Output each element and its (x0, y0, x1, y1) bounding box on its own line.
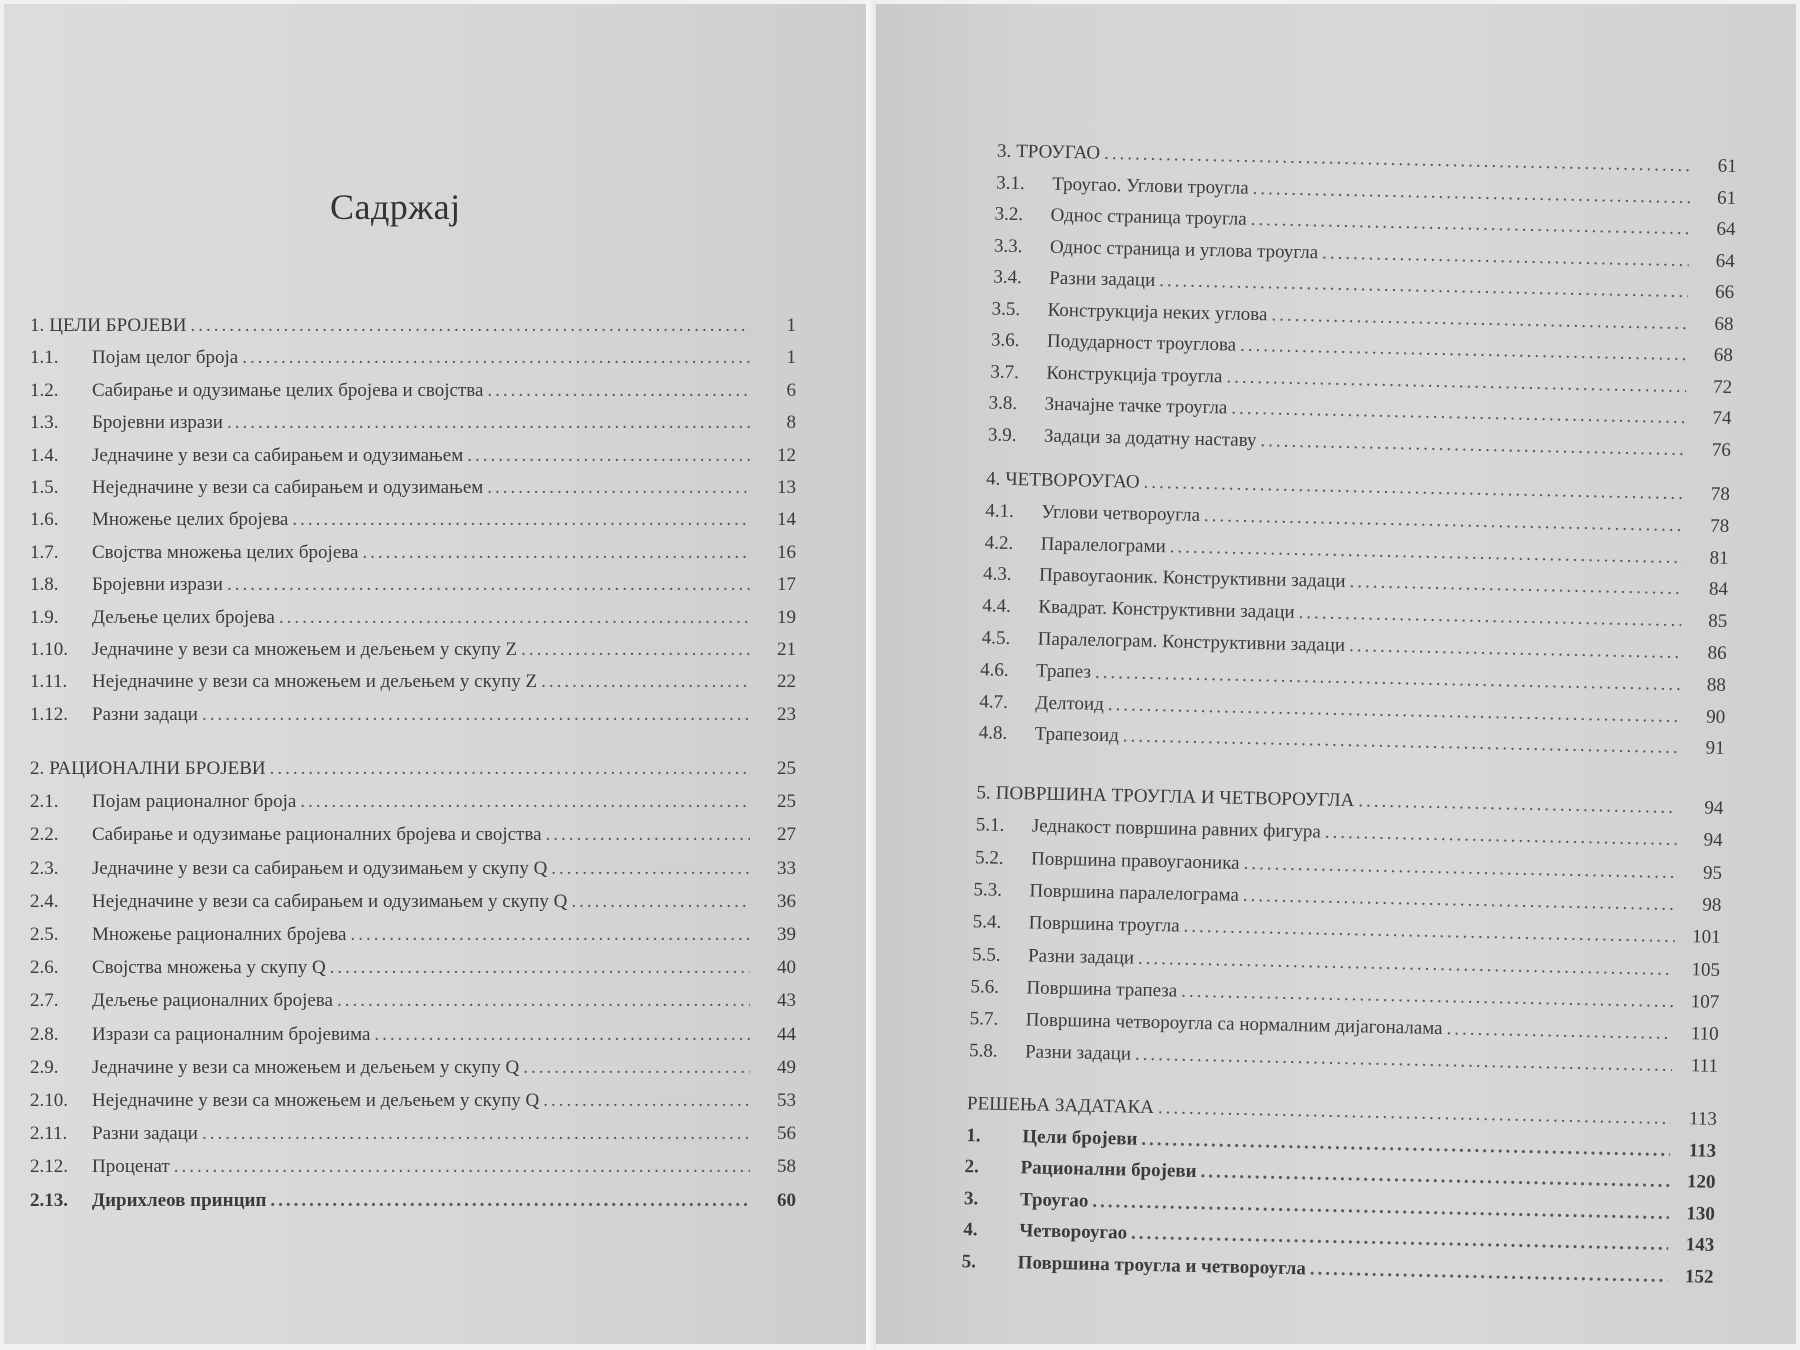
toc-page-number: 43 (777, 990, 796, 1012)
leader-dots (546, 824, 750, 846)
toc-page-number: 53 (777, 1090, 796, 1111)
toc-page-number: 27 (777, 824, 796, 846)
toc-entry-number: 1.1. (30, 347, 59, 369)
toc-entry-title: ПОВРШИНА ТРОУГЛА И ЧЕТВОРОУГЛА (995, 782, 1355, 812)
toc-entry (30, 671, 796, 701)
toc-page-number: 25 (777, 758, 796, 779)
toc-entry-title: Појам рационалног броја (92, 791, 297, 813)
toc-entry-number: 3.8. (988, 392, 1018, 415)
toc-entry-title: Површина четвороугла са нормалним дијагоналама (1025, 1009, 1443, 1040)
toc-entry-title: Једначине у вези са множењем и дељењем у скупу Q (92, 1056, 520, 1078)
toc-entry-title: ЧЕТВОРОУГАО (1005, 468, 1140, 493)
leader-dots (1104, 143, 1691, 177)
toc-entry-number: 1.8. (30, 574, 59, 596)
toc-entry-title: Паралелограми (1040, 533, 1167, 557)
toc-entry-title: Разни задаци (92, 703, 198, 725)
toc-entry-number: 1.9. (30, 606, 59, 628)
toc-page-number: 17 (777, 574, 796, 596)
toc-entry-number: 1.12. (30, 703, 68, 725)
toc-page-number: 39 (777, 924, 796, 945)
toc-entry-number: 4.8. (978, 722, 1008, 745)
toc-page-number: 68 (1713, 344, 1734, 367)
leader-dots (374, 1024, 750, 1046)
toc-page-number: 61 (1717, 155, 1738, 178)
toc-page-number: 105 (1691, 958, 1721, 981)
toc-entry-number: 2.6. (30, 957, 59, 979)
toc-entry-number: 4. (985, 468, 1001, 490)
toc-entry-number: 2.12. (30, 1156, 68, 1178)
toc-page-number: 120 (1686, 1171, 1716, 1193)
toc-page-number: 81 (1709, 547, 1729, 569)
toc-page-number: 72 (1712, 376, 1733, 398)
leader-dots (279, 607, 750, 629)
toc-entry-title: Дељење целих бројева (92, 606, 275, 628)
leader-dots (330, 957, 750, 979)
toc-entry-number: 2.8. (30, 1023, 59, 1045)
toc-entry-number: 5.8. (968, 1040, 998, 1063)
toc-entry-number: 2.4. (30, 890, 59, 912)
toc-page-number: 78 (1710, 483, 1731, 505)
toc-page-number: 13 (777, 477, 796, 498)
toc-entry-title: Сабирање и одузимање рационалних бројева и својства (92, 824, 542, 846)
toc-entry-title: Множење рационалних бројева (92, 924, 347, 945)
toc-entry-number: 5.1. (975, 814, 1005, 837)
leader-dots (543, 1090, 750, 1112)
page-gutter (866, 0, 876, 1350)
toc-entry-title: Површина троугла (1028, 912, 1180, 937)
toc-entry-number: 5.4. (972, 911, 1002, 934)
toc-entry (30, 509, 796, 539)
leader-dots (227, 574, 750, 596)
toc-page-number: 1 (786, 347, 796, 369)
toc-entry-number: 5.6. (970, 975, 1000, 998)
toc-entry-title: Четвороугао (1019, 1220, 1128, 1244)
toc-entry-number: 2.13. (30, 1189, 68, 1211)
toc-entry (30, 924, 796, 954)
toc-entry (30, 957, 796, 987)
toc-entry-title: Задаци за додатну наставу (1043, 425, 1257, 451)
toc-entry (30, 1123, 796, 1153)
toc-page-number: 66 (1714, 281, 1735, 304)
toc-page-number: 36 (777, 890, 796, 912)
toc-entry-number: 1.7. (30, 541, 59, 563)
toc-page-number: 152 (1684, 1265, 1714, 1288)
toc-entry-title: Неједначине у вези са сабирањем и одузимањем (92, 477, 484, 498)
toc-page-number: 1 (786, 315, 796, 336)
toc-entry-title: Површина троугла и четвороугла (1017, 1251, 1307, 1279)
leader-dots (174, 1156, 750, 1178)
toc-page-number: 88 (1706, 674, 1727, 696)
toc-page-number: 86 (1707, 642, 1727, 664)
toc-entry-title: Дељење рационалних бројева (92, 990, 333, 1012)
toc-page-number: 94 (1703, 829, 1723, 852)
toc-entry-title: Цели бројеви (1022, 1125, 1138, 1150)
toc-entry-title: Множење целих бројева (92, 509, 289, 531)
toc-entry-title: Једнакост површина равних фигура (1031, 815, 1322, 843)
toc-entry-number: 4.4. (982, 595, 1012, 618)
toc-page-number: 113 (1688, 1139, 1717, 1162)
toc-entry-title: Разни задаци (92, 1123, 198, 1145)
toc-entry-number: 1.11. (30, 671, 68, 693)
toc-entry-number: 2.7. (30, 990, 59, 1012)
toc-entry-title: РЕШЕЊА ЗАДАТАКА (966, 1093, 1155, 1119)
toc-entry (30, 704, 796, 734)
toc-chapter-entry (30, 315, 796, 345)
toc-page-number: 21 (777, 639, 796, 660)
toc-entry-number: 3.9. (987, 423, 1017, 446)
toc-entry-title: Троугао (1019, 1188, 1089, 1212)
toc-entry (30, 445, 796, 475)
toc-entry-number: 2. (30, 758, 45, 779)
toc-entry-title: Делтоид (1035, 692, 1105, 715)
toc-entry-title: Неједначине у вези са множењем и дељењем у скупу Z (92, 671, 538, 693)
toc-entry-number: 5. (961, 1250, 977, 1272)
leader-dots (551, 858, 750, 880)
toc-entry-title: Конструкција троугла (1046, 362, 1223, 387)
toc-page-number: 85 (1708, 610, 1728, 633)
toc-entry-title: Паралелограм. Конструктивни задаци (1037, 628, 1346, 656)
toc-entry (30, 477, 796, 507)
toc-page-number: 14 (777, 509, 796, 531)
toc-page-number: 78 (1710, 515, 1730, 537)
toc-page-number: 12 (777, 444, 796, 466)
toc-entry-title: Једначине у вези са множењем и дељењем у скупу Z (92, 639, 518, 660)
leader-dots (521, 639, 750, 661)
leader-dots (487, 477, 750, 499)
toc-entry-title: Трапезоид (1034, 723, 1120, 747)
toc-entry-number: 2.11. (30, 1123, 68, 1145)
toc-entry-number: 4.3. (982, 563, 1012, 586)
toc-entry-number: 3.1. (996, 172, 1026, 194)
toc-entry-title: Дирихлеов принцип (92, 1189, 267, 1211)
toc-entry-number: 2.5. (30, 924, 59, 945)
toc-entry (30, 1090, 796, 1120)
toc-entry-title: Квадрат. Конструктивни задаци (1038, 596, 1295, 624)
toc-page-number: 91 (1705, 737, 1725, 760)
toc-page-number: 44 (777, 1023, 796, 1045)
leader-dots (300, 791, 750, 813)
toc-entry-number: 5.5. (971, 943, 1001, 966)
toc-page-number: 107 (1690, 991, 1720, 1013)
leader-dots (523, 1057, 750, 1079)
toc-page-number: 61 (1716, 187, 1737, 209)
toc-page-number: 58 (777, 1156, 796, 1178)
toc-page-number: 111 (1690, 1055, 1719, 1078)
toc-entry-title: Значајне тачке троугла (1044, 393, 1228, 419)
toc-entry-number: 3.6. (990, 329, 1020, 352)
leader-dots (292, 509, 750, 531)
toc-page-number: 84 (1708, 578, 1729, 601)
toc-page-number: 25 (777, 791, 796, 813)
toc-entry-number: 5. (976, 782, 991, 804)
toc-entry (30, 412, 796, 442)
toc-entry-title: ТРОУГАО (1015, 140, 1101, 164)
toc-entry-title: ЦЕЛИ БРОЈЕВИ (49, 315, 187, 336)
toc-entry (30, 891, 796, 921)
leader-dots (270, 1190, 750, 1212)
page-title: Садржај (330, 187, 461, 227)
toc-entry (30, 990, 796, 1020)
toc-entry-title: Једначине у вези са сабирањем и одузимањем у скупу Q (92, 857, 548, 879)
toc-entry-title: Разни задаци (1049, 267, 1156, 291)
leader-dots (467, 445, 750, 467)
toc-entry-number: 3.5. (991, 297, 1021, 320)
toc-page-number: 8 (786, 412, 796, 434)
toc-entry-number: 4.7. (979, 690, 1009, 713)
toc-page-number: 6 (786, 379, 796, 401)
toc-entry-title: Неједначине у вези са сабирањем и одузимањем у скупу Q (92, 890, 568, 912)
toc-entry-number: 4. (963, 1219, 978, 1241)
leader-dots (191, 315, 750, 337)
leader-dots (1143, 472, 1684, 505)
toc-page-number: 130 (1686, 1202, 1716, 1225)
toc-entry-number: 2.1. (30, 791, 59, 813)
toc-entry (30, 574, 796, 604)
leader-dots (1349, 571, 1682, 600)
leader-dots (202, 1123, 750, 1145)
toc-page-number: 56 (777, 1123, 796, 1145)
toc-entry-number: 4.5. (981, 627, 1011, 649)
leader-dots (487, 380, 750, 402)
toc-entry-number: 1.3. (30, 412, 59, 434)
toc-entry (30, 639, 796, 669)
toc-entry-number: 3. (963, 1187, 979, 1209)
toc-page-number: 110 (1690, 1023, 1719, 1045)
toc-page-number: 16 (777, 541, 796, 563)
right-toc-list (876, 4, 1796, 1288)
toc-entry-title: Бројевни изрази (92, 574, 223, 596)
toc-entry (30, 824, 796, 854)
toc-entry (30, 347, 796, 377)
toc-entry-number: 3.4. (993, 266, 1023, 289)
toc-entry-number: 3. (996, 140, 1012, 162)
toc-entry-title: Површина правоугаоника (1030, 848, 1240, 874)
toc-entry-number: 2.10. (30, 1090, 68, 1111)
toc-entry-number: 2. (964, 1156, 980, 1178)
toc-entry-number: 3.7. (990, 360, 1020, 383)
toc-entry-title: Једначине у вези са сабирањем и одузимањем (92, 444, 464, 466)
toc-entry-number: 1.4. (30, 444, 59, 466)
toc-entry-title: Углови четвороугла (1041, 501, 1201, 526)
toc-entry-title: Разни задаци (1027, 944, 1135, 969)
toc-entry-title: Бројевни изрази (92, 412, 223, 434)
toc-entry-title: Разни задаци (1024, 1041, 1132, 1065)
toc-page-number: 90 (1706, 706, 1726, 728)
toc-entry-title: Изрази са рационалним бројевима (92, 1023, 371, 1045)
leader-dots (1446, 1018, 1672, 1045)
toc-entry (30, 1057, 796, 1087)
toc-entry-number: 2.9. (30, 1056, 59, 1078)
toc-entry-title: Правоугаоник. Конструктивни задаци (1038, 564, 1346, 593)
toc-page-number: 98 (1702, 894, 1722, 916)
toc-entry-title: Однос страница троугла (1050, 204, 1247, 230)
leader-dots (227, 412, 750, 434)
toc-entry (30, 1190, 796, 1220)
leader-dots (1325, 822, 1677, 851)
toc-entry-title: Проценат (92, 1156, 170, 1178)
toc-entry-title: Однос страница и углова троугла (1049, 236, 1319, 263)
toc-page-number: 94 (1704, 797, 1724, 819)
toc-page-number: 23 (777, 703, 796, 725)
toc-entry-number: 2.2. (30, 824, 59, 846)
toc-page-number: 19 (777, 606, 796, 628)
toc-entry-number: 1. (30, 315, 45, 336)
toc-entry-title: Својства множења у скупу Q (92, 957, 326, 979)
toc-entry-title: Површина трапеза (1026, 977, 1178, 1002)
toc-page-number: 143 (1685, 1234, 1715, 1256)
toc-entry-title: РАЦИОНАЛНИ БРОЈЕВИ (49, 758, 266, 779)
toc-entry (30, 380, 796, 410)
toc-entry-number: 1. (966, 1124, 981, 1146)
toc-entry-number: 1.2. (30, 379, 59, 401)
toc-page-number: 64 (1716, 218, 1736, 241)
toc-page-number: 22 (777, 671, 796, 693)
toc-entry (30, 791, 796, 821)
toc-entry-title: Својства множења целих бројева (92, 541, 359, 563)
toc-entry (30, 1024, 796, 1054)
toc-entry-number: 4.6. (979, 659, 1009, 681)
toc-entry (30, 607, 796, 637)
leader-dots (337, 990, 750, 1012)
toc-entry-title: Трапез (1035, 660, 1092, 683)
toc-page-number: 64 (1715, 250, 1736, 272)
toc-page-number: 95 (1702, 862, 1723, 884)
leader-dots (242, 347, 750, 369)
toc-entry-number: 3.3. (993, 235, 1023, 257)
toc-entry-title: Рационални бројеви (1020, 1157, 1197, 1182)
toc-entry-number: 4.1. (985, 500, 1015, 522)
leader-dots (1358, 790, 1677, 819)
toc-page-number: 60 (777, 1189, 796, 1211)
toc-page-number: 113 (1688, 1108, 1718, 1130)
toc-page-number: 40 (777, 957, 796, 979)
toc-entry-title: Подударност троуглова (1046, 330, 1237, 356)
toc-entry-number: 4.2. (984, 531, 1014, 554)
toc-page-number: 74 (1712, 407, 1732, 430)
toc-entry-title: Сабирање и одузимање целих бројева и својства (92, 379, 484, 401)
toc-page-number: 101 (1691, 926, 1721, 949)
toc-entry (30, 542, 796, 572)
toc-entry-title: Појам целог броја (92, 347, 239, 369)
leader-dots (270, 758, 750, 780)
toc-entry (30, 1156, 796, 1186)
right-page (876, 4, 1796, 1344)
toc-entry-title: Конструкција неких углова (1047, 299, 1268, 325)
toc-entry-title: Површина паралелограма (1029, 880, 1240, 906)
toc-page-number: 76 (1711, 439, 1732, 461)
toc-page-number: 33 (777, 857, 796, 879)
leader-dots (362, 542, 750, 564)
toc-entry-number: 2.3. (30, 857, 59, 879)
toc-entry-title: Троугао. Углови троугла (1052, 173, 1249, 199)
toc-chapter-entry (30, 758, 796, 788)
toc-entry-number: 5.2. (974, 846, 1004, 869)
leader-dots (1349, 635, 1681, 664)
leader-dots (571, 891, 750, 913)
toc-entry-title: Неједначине у вези са множењем и дељењем у скупу Q (92, 1090, 540, 1111)
toc-page-number: 49 (777, 1056, 796, 1078)
toc-entry-number: 5.3. (973, 879, 1003, 901)
leader-dots (202, 704, 750, 726)
leader-dots (350, 924, 750, 946)
leader-dots (541, 671, 750, 693)
toc-page-number: 68 (1714, 313, 1734, 335)
toc-entry-number: 1.6. (30, 509, 59, 531)
leader-dots (1158, 1097, 1671, 1130)
left-page (4, 4, 866, 1344)
toc-entry-number: 5.7. (969, 1008, 999, 1030)
toc-entry-number: 3.2. (994, 203, 1024, 226)
toc-entry-number: 1.10. (30, 639, 68, 660)
toc-entry-number: 1.5. (30, 477, 59, 498)
toc-entry (30, 858, 796, 888)
